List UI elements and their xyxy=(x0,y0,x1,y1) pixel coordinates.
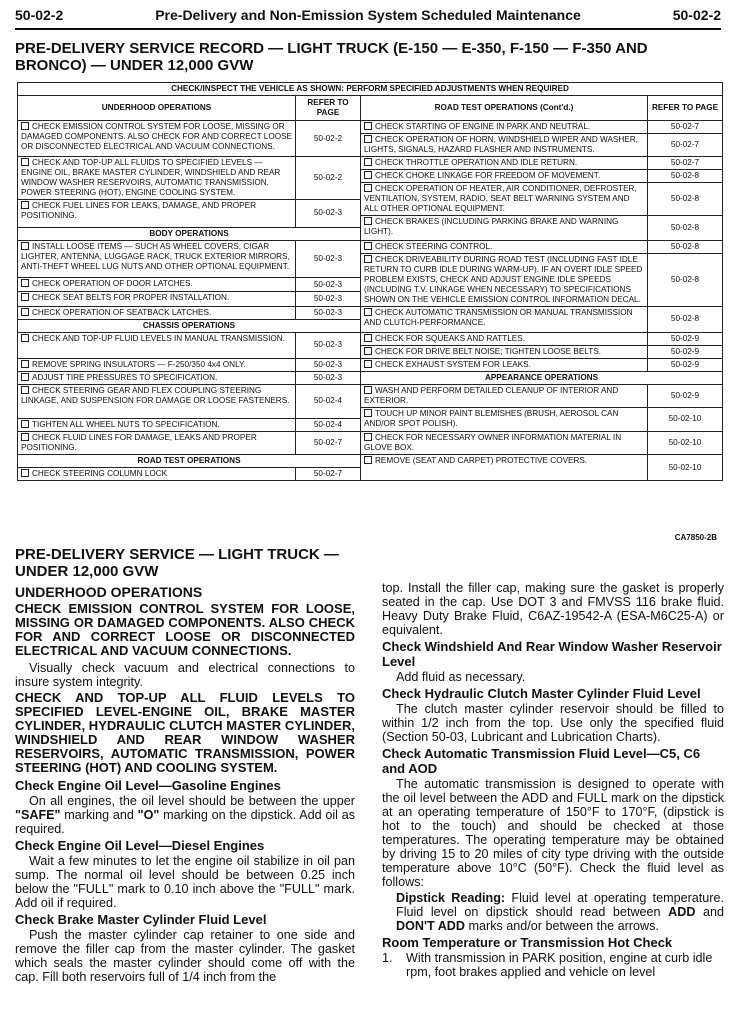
right-checklist-item xyxy=(361,134,648,157)
gas-oil-paragraph: On all engines, the oil level should be between the upper "SAFE" marking and "O" marking on the dipstick. Add oil as required. xyxy=(15,794,355,836)
checkbox-icon[interactable] xyxy=(364,409,372,417)
service-record-table xyxy=(17,82,723,481)
refer-page: 50-02-3 xyxy=(296,278,361,292)
refer-page: 50-02-2 xyxy=(296,121,361,157)
refer-page: 50-02-3 xyxy=(296,332,361,358)
checklist-item-text: CHECK STEERING COLUMN LOCK xyxy=(32,469,168,478)
record-banner: CHECK/INSPECT THE VEHICLE AS SHOWN: PERFORM SPECIFIED ADJUSTMENTS WHEN REQUIRED xyxy=(18,83,723,96)
checkbox-icon[interactable] xyxy=(21,293,29,301)
body-operations-header: BODY OPERATIONS xyxy=(18,227,361,240)
checklist-item-text: CHECK STEERING CONTROL. xyxy=(375,241,493,251)
checklist-item-text: CHECK EXHAUST SYSTEM FOR LEAKS. xyxy=(375,359,531,369)
checkbox-icon[interactable] xyxy=(364,386,372,394)
checklist-item-text: INSTALL LOOSE ITEMS — SUCH AS WHEEL COVERS, CIGAR LIGHTER, ANTENNA, LUGGAGE RACK, TRUCK EXTERIOR MIRRORS, ANTI-THEFT WHEEL LUG NUTS AND OTHER OPTIONAL EQUIPMENT. xyxy=(21,241,290,271)
right-checklist-item xyxy=(361,432,648,455)
checkbox-icon[interactable] xyxy=(364,217,372,225)
checklist-item-text: CHECK AUTOMATIC TRANSMISSION OR MANUAL TRANSMISSION AND CLUTCH-PERFORMANCE. xyxy=(364,307,633,327)
header-title: Pre-Delivery and Non-Emission System Scheduled Maintenance xyxy=(155,7,581,23)
clutch-heading: Check Hydraulic Clutch Master Cylinder Fluid Level xyxy=(382,686,701,701)
checkbox-icon[interactable] xyxy=(364,242,372,250)
emission-paragraph: Visually check vacuum and electrical connections to insure system integrity. xyxy=(15,661,355,689)
diesel-oil-paragraph: Wait a few minutes to let the engine oil stabilize in oil pan sump. The normal oil level should be between 0.25 inch below the "FULL" mark to 0.10 inch above the "FULL" mark. Add oil if required. xyxy=(15,854,355,910)
checklist-item-text: CHECK SEAT BELTS FOR PROPER INSTALLATION. xyxy=(32,293,230,303)
checklist-item-text: CHECK AND TOP-UP FLUID LEVELS IN MANUAL TRANSMISSION. xyxy=(32,333,285,343)
checkbox-icon[interactable] xyxy=(21,469,29,477)
checkbox-icon[interactable] xyxy=(21,433,29,441)
left-checklist-item xyxy=(18,432,296,455)
right-checklist-item xyxy=(361,455,648,481)
gas-oil-heading: Check Engine Oil Level—Gasoline Engines xyxy=(15,778,281,793)
checkbox-icon[interactable] xyxy=(364,158,372,166)
refer-page: 50-02-8 xyxy=(648,240,723,253)
checklist-item-text: CHECK FOR DRIVE BELT NOISE; TIGHTEN LOOSE BELTS. xyxy=(375,346,601,356)
checkbox-icon[interactable] xyxy=(364,308,372,316)
appearance-operations-header: APPEARANCE OPERATIONS xyxy=(361,371,723,384)
refer-page: 50-02-10 xyxy=(648,455,723,481)
col-header-refer-right: REFER TO PAGE xyxy=(648,96,723,121)
clutch-paragraph: The clutch master cylinder reservoir should be filled to within 1/2 inch from the top. Use only the specified fluid (Section 50-03, Lubricant and Lubrication Charts). xyxy=(382,702,724,744)
refer-page: 50-02-8 xyxy=(648,170,723,183)
checklist-item-text: CHECK DRIVEABILITY DURING ROAD TEST (INCLUDING FAST IDLE RETURN TO CURB IDLE DURING WARM-UP). IF AN OVERT IDLE SPEED PROBLEM EXISTS, CHECK AND ADJUST ENGINE IDLE SPEEDS (INCLUDING T.V. LINKAGE WHEN NECESSARY) TO SPECIFICATIONS SHOWN ON THE VEHICLE EMISSION CONTROL INFORMATION DECAL. xyxy=(364,254,643,304)
refer-page: 50-02-2 xyxy=(296,157,361,200)
fluids-heading: CHECK AND TOP-UP ALL FLUID LEVELS TO SPECIFIED LEVEL-ENGINE OIL, BRAKE MASTER CYLINDER, HYDRAULIC CLUTCH MASTER CYLINDER, WINDSHIELD AND REAR WINDOW WASHER RESERVOIRS, AUTOMATIC TRANSMISSION, POWER STEERING (HOT) AND COOLING SYSTEM. xyxy=(15,690,355,775)
diesel-oil-heading: Check Engine Oil Level—Diesel Engines xyxy=(15,838,265,853)
checkbox-icon[interactable] xyxy=(21,373,29,381)
underhood-heading: UNDERHOOD OPERATIONS xyxy=(15,584,203,600)
right-checklist-item xyxy=(361,407,648,432)
checklist-item-text: CHECK STEERING GEAR AND FLEX COUPLING STEERING LINKAGE, AND SUSPENSION FOR DAMAGE OR LOOSE FASTENERS. xyxy=(21,385,290,405)
left-checklist-item xyxy=(18,419,296,432)
checklist-item-text: CHECK FLUID LINES FOR DAMAGE, LEAKS AND PROPER POSITIONING. xyxy=(21,433,257,452)
refer-page: 50-02-3 xyxy=(296,306,361,319)
left-checklist-item xyxy=(18,468,296,481)
checklist-item-text: CHECK OPERATION OF SEATBACK LATCHES. xyxy=(32,307,212,317)
checklist-item-text: TIGHTEN ALL WHEEL NUTS TO SPECIFICATION. xyxy=(32,420,220,429)
left-checklist-item xyxy=(18,157,296,200)
right-checklist-item xyxy=(361,183,648,216)
refer-page: 50-02-3 xyxy=(296,358,361,371)
checkbox-icon[interactable] xyxy=(21,334,29,342)
auto-trans-paragraph: The automatic transmission is designed to operate with the oil level between the ADD and FULL mark on the dipstick at an operating temperature of 150°F to 170°F, (dipstick is hot to the touch) and should be checked at those temperatures. The operating temperature may be obtained by driving 15 to 20 miles of city type driving with the outside temperature above 10°C (50°F). Check the fluid level as follows: xyxy=(382,777,724,889)
section-title: PRE-DELIVERY SERVICE — LIGHT TRUCK — UNDER 12,000 GVW xyxy=(15,546,339,580)
checkbox-icon[interactable] xyxy=(21,122,29,130)
refer-page: 50-02-8 xyxy=(648,183,723,216)
checkbox-icon[interactable] xyxy=(21,386,29,394)
checkbox-icon[interactable] xyxy=(21,279,29,287)
refer-page: 50-02-3 xyxy=(296,292,361,306)
checklist-item-text: CHECK CHOKE LINKAGE FOR FREEDOM OF MOVEMENT. xyxy=(375,171,601,180)
checklist-item-text: REMOVE (SEAT AND CARPET) PROTECTIVE COVERS. xyxy=(375,456,588,465)
right-checklist-item xyxy=(361,345,648,358)
checklist-item-text: CHECK AND TOP-UP ALL FLUIDS TO SPECIFIED LEVELS — ENGINE OIL, BRAKE MASTER CYLINDER, WINDSHIELD AND REAR WINDOW WASHER RESERVOIRS, AUTOMATIC TRANSMISSION, POWER STEERING (HOT), ENGINE COOLING SYSTEM. xyxy=(21,158,281,197)
right-checklist-item xyxy=(361,170,648,183)
checkbox-icon[interactable] xyxy=(21,242,29,250)
page-number-right: 50-02-2 xyxy=(672,7,721,23)
refer-page: 50-02-9 xyxy=(648,332,723,345)
left-checklist-item xyxy=(18,200,296,228)
checkbox-icon[interactable] xyxy=(21,360,29,368)
col-header-refer-left: REFER TO PAGE xyxy=(296,96,361,121)
checkbox-icon[interactable] xyxy=(364,456,372,464)
right-checklist-item xyxy=(361,253,648,306)
checkbox-icon[interactable] xyxy=(364,135,372,143)
left-checklist-item xyxy=(18,384,296,419)
checklist-item-text: CHECK STARTING OF ENGINE IN PARK AND NEUTRAL. xyxy=(375,122,591,131)
checklist-item-text: CHECK OPERATION OF HORN, WINDSHIELD WIPER AND WASHER, LIGHTS, SIGNALS, HAZARD FLASHER AND INSTRUMENTS. xyxy=(364,135,638,154)
checkbox-icon[interactable] xyxy=(21,201,29,209)
refer-page: 50-02-7 xyxy=(296,432,361,455)
checkbox-icon[interactable] xyxy=(364,255,372,263)
room-temp-heading: Room Temperature or Transmission Hot Check xyxy=(382,935,673,950)
col-header-road-test: ROAD TEST OPERATIONS (Cont'd.) xyxy=(361,96,648,121)
checkbox-icon[interactable] xyxy=(21,158,29,166)
left-checklist-item xyxy=(18,292,296,306)
step-1: 1. With transmission in PARK position, engine at curb idle rpm, foot brakes applied and vehicle on level xyxy=(382,951,713,979)
checkbox-icon[interactable] xyxy=(364,347,372,355)
left-checklist-item xyxy=(18,278,296,292)
checklist-item-text: CHECK FOR NECESSARY OWNER INFORMATION MATERIAL IN GLOVE BOX. xyxy=(364,433,622,452)
checklist-item-text: CHECK OPERATION OF DOOR LATCHES. xyxy=(32,279,193,289)
checklist-item-text: WASH AND PERFORM DETAILED CLEANUP OF INTERIOR AND EXTERIOR. xyxy=(364,385,619,405)
refer-page: 50-02-9 xyxy=(648,358,723,371)
record-title: PRE-DELIVERY SERVICE RECORD — LIGHT TRUCK (E-150 — E-350, F-150 — F-350 AND BRONCO) — UNDER 12,000 GVW xyxy=(15,40,648,74)
refer-page: 50-02-7 xyxy=(648,134,723,157)
checklist-item-text: REMOVE SPRING INSULATORS — F-250/350 4x4 ONLY. xyxy=(32,359,246,369)
brake-fluid-heading: Check Brake Master Cylinder Fluid Level xyxy=(15,912,267,927)
brake-fluid-paragraph: Push the master cylinder cap retainer to one side and remove the filler cap from the master cylinder. The gasket which seals the master cylinder should come off with the cap. Fill both reservoirs full of 1/4 inch from the xyxy=(15,928,355,984)
right-checklist-item xyxy=(361,157,648,170)
checkbox-icon[interactable] xyxy=(364,184,372,192)
right-checklist-item xyxy=(361,358,648,371)
page-number-left: 50-02-2 xyxy=(15,7,64,23)
checkbox-icon[interactable] xyxy=(21,308,29,316)
right-checklist-item xyxy=(361,240,648,253)
refer-page: 50-02-9 xyxy=(648,345,723,358)
refer-page: 50-02-10 xyxy=(648,432,723,455)
road-test-header: ROAD TEST OPERATIONS xyxy=(18,455,361,468)
checklist-item-text: CHECK FOR SQUEAKS AND RATTLES. xyxy=(375,333,525,343)
checkbox-icon[interactable] xyxy=(364,171,372,179)
checkbox-icon[interactable] xyxy=(364,360,372,368)
refer-page: 50-02-4 xyxy=(296,384,361,419)
body-left-column xyxy=(15,546,355,986)
right-checklist-item xyxy=(361,332,648,345)
washer-paragraph: Add fluid as necessary. xyxy=(396,670,526,684)
left-checklist-item xyxy=(18,332,296,358)
page-header xyxy=(15,4,721,30)
dipstick-reading: Dipstick Reading: Fluid level at operating temperature. Fluid level on dipstick should read between ADD and DON'T ADD marks and/or between the arrows. xyxy=(396,891,725,933)
washer-heading: Check Windshield And Rear Window Washer Reservoir Level xyxy=(382,639,722,669)
refer-page: 50-02-8 xyxy=(648,253,723,306)
right-checklist-item xyxy=(361,384,648,407)
left-checklist-item xyxy=(18,371,296,384)
figure-id: CA7850-2B xyxy=(674,533,717,542)
checkbox-icon[interactable] xyxy=(364,122,372,130)
refer-page: 50-02-7 xyxy=(296,468,361,481)
checkbox-icon[interactable] xyxy=(364,433,372,441)
refer-page: 50-02-9 xyxy=(648,384,723,407)
refer-page: 50-02-8 xyxy=(648,306,723,332)
checkbox-icon[interactable] xyxy=(364,334,372,342)
checklist-item-text: CHECK EMISSION CONTROL SYSTEM FOR LOOSE, MISSING OR DAMAGED COMPONENTS. ALSO CHECK FOR AND CORRECT LOOSE OR DISCONNECTED ELECTRICAL AND VACUUM CONNECTIONS. xyxy=(21,122,292,151)
left-checklist-item xyxy=(18,121,296,157)
left-checklist-item xyxy=(18,358,296,371)
refer-page: 50-02-7 xyxy=(648,121,723,134)
body-right-column xyxy=(382,581,724,979)
col-header-underhood: UNDERHOOD OPERATIONS xyxy=(18,96,296,121)
checklist-item-text: TOUCH UP MINOR PAINT BLEMISHES (BRUSH, AEROSOL CAN AND/OR SPOT POLISH). xyxy=(364,408,619,428)
checklist-item-text: CHECK THROTTLE OPERATION AND IDLE RETURN. xyxy=(375,158,578,167)
right-checklist-item xyxy=(361,306,648,332)
brake-fluid-continued: top. Install the filler cap, making sure the gasket is properly seated in the cap. Use DOT 3 and FMVSS 116 brake fluid. Heavy Duty Brake Fluid, C6AZ-19542-A (ESA-M6C25-A) or equivalent. xyxy=(382,581,724,637)
refer-page: 50-02-3 xyxy=(296,371,361,384)
refer-page: 50-02-8 xyxy=(648,216,723,241)
checklist-item-text: CHECK BRAKES (INCLUDING PARKING BRAKE AND WARNING LIGHT). xyxy=(364,217,619,236)
right-checklist-item xyxy=(361,121,648,134)
auto-trans-heading: Check Automatic Transmission Fluid Level—C5, C6 and AOD xyxy=(382,746,701,776)
chassis-operations-header: CHASSIS OPERATIONS xyxy=(18,319,361,332)
refer-page: 50-02-10 xyxy=(648,407,723,432)
checklist-item-text: ADJUST TIRE PRESSURES TO SPECIFICATION. xyxy=(32,372,218,382)
right-checklist-item xyxy=(361,216,648,241)
checklist-item-text: CHECK OPERATION OF HEATER, AIR CONDITIONER, DEFROSTER, VENTILATION, SYSTEM, RADIO, SEAT BELT WARNING SYSTEM AND ALL OTHER OPTIONAL EQUIPMENT. xyxy=(364,184,637,213)
emission-heading: CHECK EMISSION CONTROL SYSTEM FOR LOOSE, MISSING OR DAMAGED COMPONENTS. ALSO CHECK FOR AND CORRECT LOOSE OR DISCONNECTED ELECTRICAL AND VACUUM CONNECTIONS. xyxy=(15,601,355,658)
refer-page: 50-02-3 xyxy=(296,200,361,228)
left-checklist-item xyxy=(18,306,296,319)
checkbox-icon[interactable] xyxy=(21,420,29,428)
left-checklist-item xyxy=(18,240,296,278)
refer-page: 50-02-7 xyxy=(648,157,723,170)
refer-page: 50-02-3 xyxy=(296,240,361,278)
refer-page: 50-02-4 xyxy=(296,419,361,432)
checklist-item-text: CHECK FUEL LINES FOR LEAKS, DAMAGE, AND PROPER POSITIONING. xyxy=(21,201,256,220)
